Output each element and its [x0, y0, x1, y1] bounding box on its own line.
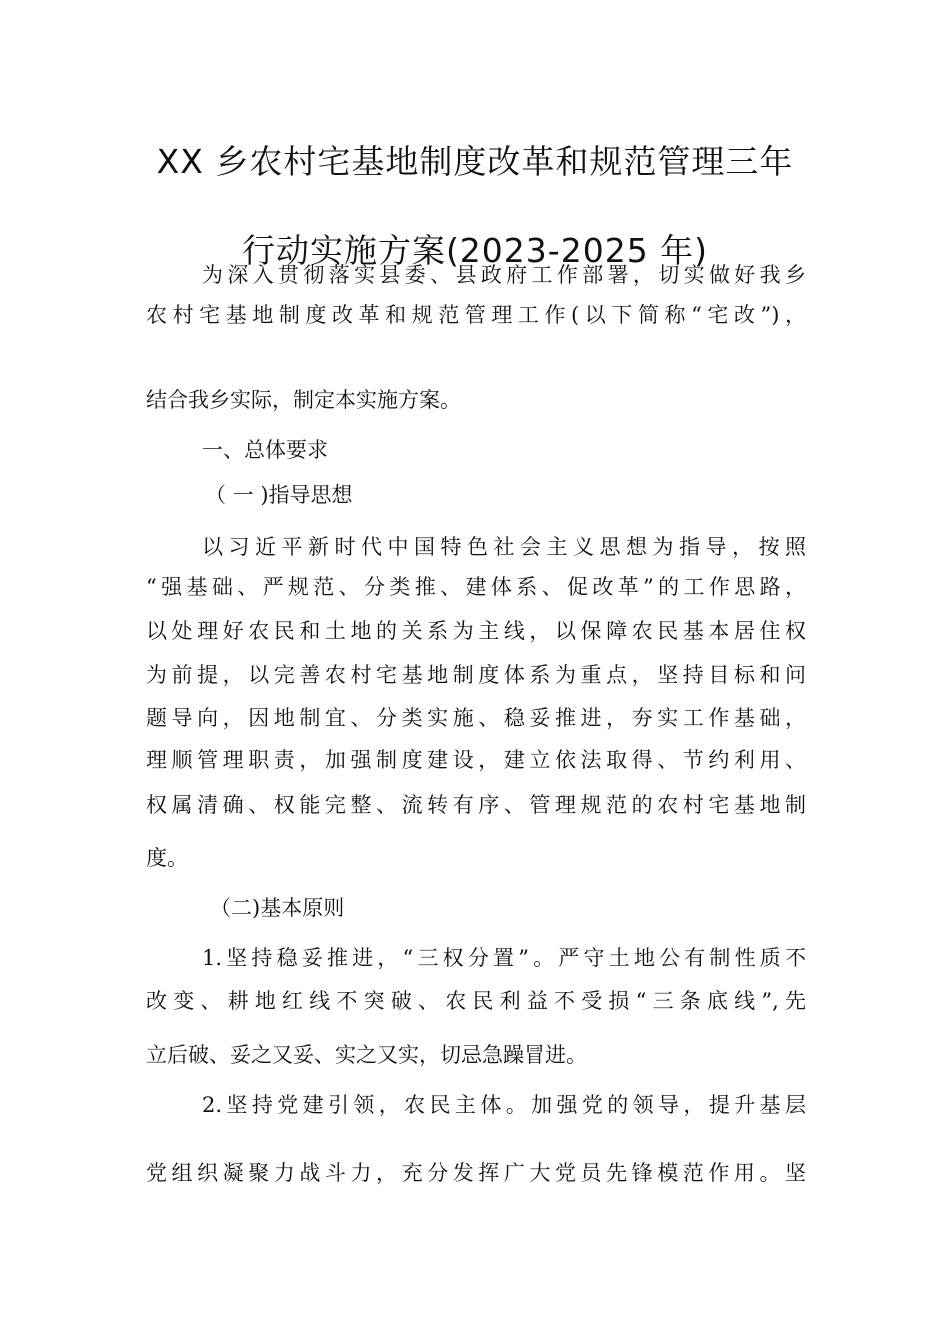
guiding-paragraph-line-3: 以处理好农民和土地的关系为主线，以保障农民基本居住权	[146, 619, 806, 643]
guiding-paragraph-line-8: 度。	[146, 846, 188, 870]
principle-2-line-2: 党组织凝聚力战斗力，充分发挥广大党员先锋模范作用。坚	[146, 1161, 806, 1185]
principle-2-line-1: 2.坚持党建引领，农民主体。加强党的领导，提升基层	[202, 1093, 806, 1117]
guiding-paragraph-line-1: 以习近平新时代中国特色社会主义思想为指导，按照	[202, 535, 806, 559]
guiding-paragraph-line-7: 权属清确、权能完整、流转有序、管理规范的农村宅基地制	[146, 793, 806, 817]
guiding-paragraph-line-5: 题导向，因地制宜、分类实施、稳妥推进，夯实工作基础，	[146, 706, 806, 730]
principle-1-line-3: 立后破、妥之又妥、实之又实，切忌急躁冒进。	[146, 1043, 587, 1067]
guiding-paragraph-line-4: 为前提，以完善农村宅基地制度体系为重点，坚持目标和问	[146, 663, 806, 687]
intro-paragraph-line-3: 结合我乡实际，制定本实施方案。	[146, 388, 461, 412]
section-heading-general-requirements: 一、总体要求	[202, 438, 328, 462]
intro-paragraph-line-1: 为深入贯彻落实县委、县政府工作部署，切实做好我乡	[202, 263, 806, 287]
principle-1-line-2: 改变、耕地红线不突破、农民利益不受损“三条底线”,先	[146, 989, 806, 1013]
document-title-line-1: XX 乡农村宅基地制度改革和规范管理三年	[156, 142, 794, 181]
subsection-heading-basic-principles: （二)基本原则	[210, 896, 345, 920]
subsection-heading-guiding-ideology: （ 一 )指导思想	[205, 483, 353, 507]
guiding-paragraph-line-6: 理顺管理职责，加强制度建设，建立依法取得、节约利用、	[146, 748, 806, 772]
principle-1-line-1: 1.坚持稳妥推进，“三权分置”。严守土地公有制性质不	[202, 946, 806, 970]
document-title-line-2: 行动实施方案(2023-2025 年)	[241, 231, 709, 270]
intro-paragraph-line-2: 农村宅基地制度改革和规范管理工作(以下简称“宅改”)，	[146, 303, 806, 327]
guiding-paragraph-line-2: “强基础、严规范、分类推、建体系、促改革”的工作思路，	[146, 575, 806, 599]
